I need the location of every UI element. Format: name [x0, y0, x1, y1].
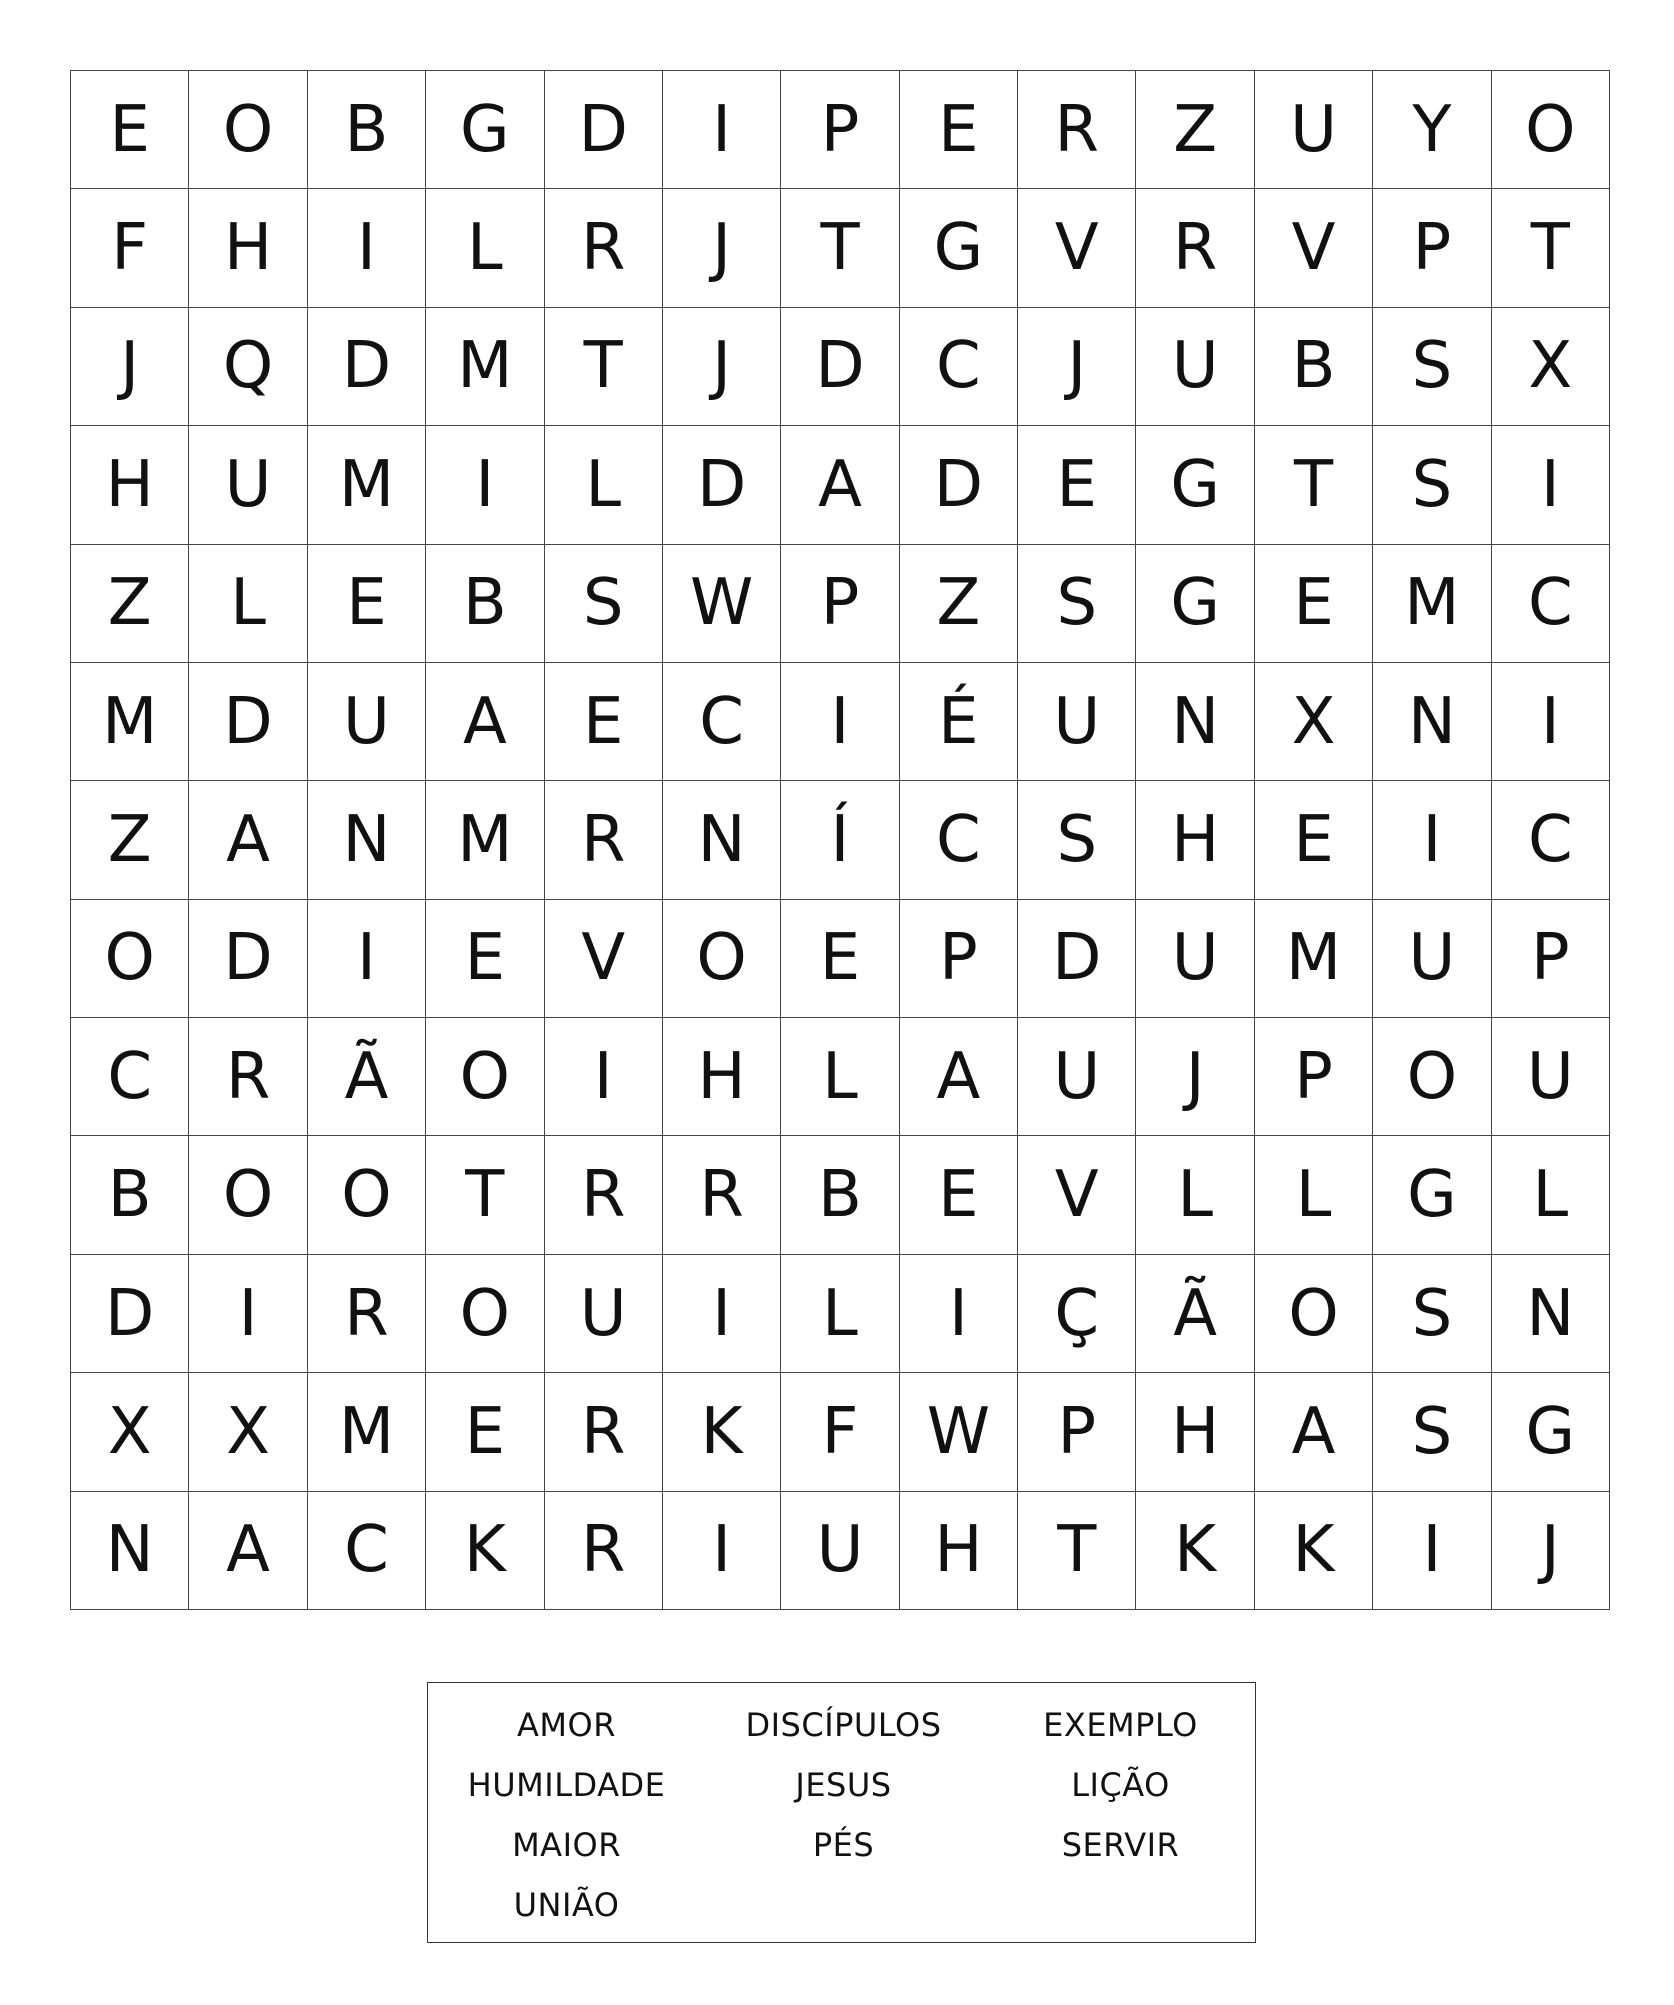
- grid-cell[interactable]: N: [71, 1492, 189, 1610]
- grid-cell[interactable]: P: [781, 71, 899, 189]
- grid-cell[interactable]: L: [1492, 1136, 1610, 1254]
- grid-cell[interactable]: O: [426, 1255, 544, 1373]
- word-list-item: EXEMPLO: [1043, 1706, 1198, 1744]
- grid-cell[interactable]: B: [308, 71, 426, 189]
- grid-cell[interactable]: W: [663, 545, 781, 663]
- grid-cell[interactable]: X: [1492, 308, 1610, 426]
- grid-cell[interactable]: U: [1373, 900, 1491, 1018]
- grid-cell[interactable]: E: [900, 71, 1018, 189]
- grid-cell[interactable]: N: [1492, 1255, 1610, 1373]
- grid-cell[interactable]: E: [1255, 781, 1373, 899]
- grid-cell[interactable]: G: [1136, 545, 1254, 663]
- word-list: [428, 1697, 1257, 1937]
- grid-cell[interactable]: P: [1018, 1373, 1136, 1491]
- grid-cell[interactable]: G: [1492, 1373, 1610, 1491]
- grid-cell[interactable]: D: [71, 1255, 189, 1373]
- grid-cell[interactable]: R: [545, 1492, 663, 1610]
- grid-cell[interactable]: K: [1255, 1492, 1373, 1610]
- grid-cell[interactable]: B: [71, 1136, 189, 1254]
- grid-cell[interactable]: K: [1136, 1492, 1254, 1610]
- grid-cell[interactable]: P: [900, 900, 1018, 1018]
- grid-cell[interactable]: Ã: [1136, 1255, 1254, 1373]
- grid-cell[interactable]: A: [189, 781, 307, 899]
- grid-cell[interactable]: E: [781, 900, 899, 1018]
- grid-cell[interactable]: A: [1255, 1373, 1373, 1491]
- grid-cell[interactable]: C: [1492, 781, 1610, 899]
- grid-cell[interactable]: I: [1492, 426, 1610, 544]
- word-list-item: UNIÃO: [513, 1886, 620, 1924]
- grid-cell[interactable]: R: [308, 1255, 426, 1373]
- grid-cell[interactable]: W: [900, 1373, 1018, 1491]
- grid-cell[interactable]: A: [426, 663, 544, 781]
- grid-cell[interactable]: E: [308, 545, 426, 663]
- grid-cell[interactable]: J: [663, 189, 781, 307]
- grid-cell[interactable]: H: [1136, 781, 1254, 899]
- grid-cell[interactable]: U: [308, 663, 426, 781]
- grid-cell[interactable]: M: [308, 1373, 426, 1491]
- grid-cell[interactable]: R: [545, 781, 663, 899]
- grid-cell[interactable]: M: [308, 426, 426, 544]
- grid-cell[interactable]: U: [545, 1255, 663, 1373]
- grid-cell[interactable]: E: [426, 900, 544, 1018]
- grid-cell[interactable]: O: [189, 1136, 307, 1254]
- grid-cell[interactable]: I: [426, 426, 544, 544]
- grid-cell[interactable]: R: [1018, 71, 1136, 189]
- grid-cell[interactable]: L: [781, 1255, 899, 1373]
- grid-cell[interactable]: N: [1136, 663, 1254, 781]
- grid-cell[interactable]: R: [1136, 189, 1254, 307]
- grid-cell[interactable]: T: [1492, 189, 1610, 307]
- grid-cell[interactable]: I: [663, 1255, 781, 1373]
- grid-cell[interactable]: D: [189, 663, 307, 781]
- grid-cell[interactable]: L: [545, 426, 663, 544]
- grid-cell[interactable]: S: [545, 545, 663, 663]
- grid-cell[interactable]: H: [71, 426, 189, 544]
- word-list-item: PÉS: [812, 1826, 875, 1864]
- grid-cell[interactable]: U: [1255, 71, 1373, 189]
- grid-cell[interactable]: P: [781, 545, 899, 663]
- word-list-item: DISCÍPULOS: [745, 1706, 942, 1744]
- grid-cell[interactable]: S: [1373, 1255, 1491, 1373]
- grid-cell[interactable]: O: [308, 1136, 426, 1254]
- grid-cell[interactable]: A: [900, 1018, 1018, 1136]
- grid-cell[interactable]: V: [1018, 189, 1136, 307]
- grid-cell[interactable]: V: [1255, 189, 1373, 307]
- grid-cell[interactable]: C: [663, 663, 781, 781]
- grid-cell[interactable]: E: [71, 71, 189, 189]
- grid-cell[interactable]: P: [1373, 189, 1491, 307]
- grid-cell[interactable]: Ã: [308, 1018, 426, 1136]
- grid-cell[interactable]: U: [1136, 308, 1254, 426]
- grid-cell[interactable]: U: [781, 1492, 899, 1610]
- grid-cell[interactable]: P: [1492, 900, 1610, 1018]
- grid-cell[interactable]: S: [1373, 426, 1491, 544]
- word-list-item: LIÇÃO: [1071, 1766, 1170, 1804]
- grid-cell[interactable]: R: [663, 1136, 781, 1254]
- grid-cell[interactable]: C: [1492, 545, 1610, 663]
- grid-cell[interactable]: O: [1373, 1018, 1491, 1136]
- grid-cell[interactable]: I: [1492, 663, 1610, 781]
- grid-cell[interactable]: U: [1018, 663, 1136, 781]
- grid-cell[interactable]: E: [545, 663, 663, 781]
- grid-cell[interactable]: A: [189, 1492, 307, 1610]
- grid-cell[interactable]: L: [426, 189, 544, 307]
- grid-cell[interactable]: H: [663, 1018, 781, 1136]
- grid-cell[interactable]: Z: [900, 545, 1018, 663]
- grid-cell[interactable]: V: [545, 900, 663, 1018]
- grid-cell[interactable]: U: [1018, 1018, 1136, 1136]
- grid-cell[interactable]: G: [900, 189, 1018, 307]
- grid-cell[interactable]: V: [1018, 1136, 1136, 1254]
- grid-cell[interactable]: G: [1373, 1136, 1491, 1254]
- grid-cell[interactable]: Z: [1136, 71, 1254, 189]
- grid-cell[interactable]: J: [1018, 308, 1136, 426]
- grid-cell[interactable]: É: [900, 663, 1018, 781]
- grid-cell[interactable]: L: [781, 1018, 899, 1136]
- grid-cell[interactable]: H: [900, 1492, 1018, 1610]
- grid-cell[interactable]: C: [900, 308, 1018, 426]
- word-list-box: [427, 1682, 1256, 1943]
- grid-cell[interactable]: S: [1373, 1373, 1491, 1491]
- grid-cell[interactable]: R: [545, 189, 663, 307]
- grid-cell[interactable]: E: [1255, 545, 1373, 663]
- grid-cell[interactable]: B: [426, 545, 544, 663]
- grid-cell[interactable]: J: [71, 308, 189, 426]
- grid-cell[interactable]: Z: [71, 545, 189, 663]
- grid-cell[interactable]: Y: [1373, 71, 1491, 189]
- grid-cell[interactable]: D: [308, 308, 426, 426]
- grid-cell[interactable]: H: [189, 189, 307, 307]
- grid-cell[interactable]: I: [308, 900, 426, 1018]
- grid-cell[interactable]: O: [1492, 71, 1610, 189]
- grid-cell[interactable]: F: [71, 189, 189, 307]
- grid-cell[interactable]: U: [1136, 900, 1254, 1018]
- grid-cell[interactable]: L: [189, 545, 307, 663]
- grid-cell[interactable]: M: [71, 663, 189, 781]
- grid-cell[interactable]: G: [1136, 426, 1254, 544]
- grid-cell[interactable]: D: [1018, 900, 1136, 1018]
- grid-cell[interactable]: N: [1373, 663, 1491, 781]
- grid-cell[interactable]: D: [781, 308, 899, 426]
- grid-cell[interactable]: T: [426, 1136, 544, 1254]
- grid-cell[interactable]: I: [189, 1255, 307, 1373]
- grid-cell[interactable]: M: [426, 308, 544, 426]
- grid-cell[interactable]: Z: [71, 781, 189, 899]
- grid-cell[interactable]: O: [71, 900, 189, 1018]
- grid-cell[interactable]: X: [1255, 663, 1373, 781]
- grid-cell[interactable]: N: [663, 781, 781, 899]
- grid-cell[interactable]: T: [781, 189, 899, 307]
- grid-cell[interactable]: O: [189, 71, 307, 189]
- grid-cell[interactable]: I: [545, 1018, 663, 1136]
- grid-cell[interactable]: J: [663, 308, 781, 426]
- grid-cell[interactable]: D: [189, 900, 307, 1018]
- grid-cell[interactable]: O: [1255, 1255, 1373, 1373]
- grid-cell[interactable]: L: [1255, 1136, 1373, 1254]
- letter-grid: [70, 70, 1610, 1610]
- grid-cell[interactable]: X: [189, 1373, 307, 1491]
- grid-cell[interactable]: E: [900, 1136, 1018, 1254]
- grid-cell[interactable]: I: [663, 1492, 781, 1610]
- grid-cell[interactable]: M: [1255, 900, 1373, 1018]
- grid-cell[interactable]: X: [71, 1373, 189, 1491]
- grid-cell[interactable]: S: [1018, 781, 1136, 899]
- word-list-item: MAIOR: [512, 1826, 621, 1864]
- grid-cell[interactable]: L: [1136, 1136, 1254, 1254]
- word-list-item: SERVIR: [1061, 1826, 1180, 1864]
- grid-cell[interactable]: D: [663, 426, 781, 544]
- grid-cell[interactable]: B: [781, 1136, 899, 1254]
- grid-cell[interactable]: G: [426, 71, 544, 189]
- grid-cell[interactable]: Í: [781, 781, 899, 899]
- grid-cell[interactable]: O: [426, 1018, 544, 1136]
- grid-cell[interactable]: E: [426, 1373, 544, 1491]
- grid-cell[interactable]: S: [1018, 545, 1136, 663]
- grid-cell[interactable]: C: [308, 1492, 426, 1610]
- grid-cell[interactable]: Q: [189, 308, 307, 426]
- grid-cell[interactable]: I: [663, 71, 781, 189]
- word-list-item: AMOR: [517, 1706, 616, 1744]
- grid-cell[interactable]: C: [900, 781, 1018, 899]
- grid-cell[interactable]: I: [781, 663, 899, 781]
- grid-cell[interactable]: N: [308, 781, 426, 899]
- grid-cell[interactable]: H: [1136, 1373, 1254, 1491]
- grid-cell[interactable]: Ç: [1018, 1255, 1136, 1373]
- word-list-item: JESUS: [795, 1766, 892, 1804]
- grid-cell[interactable]: R: [189, 1018, 307, 1136]
- grid-cell[interactable]: A: [781, 426, 899, 544]
- grid-cell[interactable]: F: [781, 1373, 899, 1491]
- grid-cell[interactable]: U: [1492, 1018, 1610, 1136]
- grid-cell[interactable]: D: [545, 71, 663, 189]
- grid-cell[interactable]: I: [1373, 1492, 1491, 1610]
- grid-cell[interactable]: I: [1373, 781, 1491, 899]
- grid-cell[interactable]: S: [1373, 308, 1491, 426]
- grid-cell[interactable]: R: [545, 1136, 663, 1254]
- grid-cell[interactable]: I: [308, 189, 426, 307]
- grid-cell[interactable]: D: [900, 426, 1018, 544]
- grid-cell[interactable]: T: [545, 308, 663, 426]
- grid-cell[interactable]: T: [1018, 1492, 1136, 1610]
- grid-cell[interactable]: M: [426, 781, 544, 899]
- grid-cell[interactable]: U: [189, 426, 307, 544]
- grid-cell[interactable]: P: [1255, 1018, 1373, 1136]
- grid-cell[interactable]: I: [900, 1255, 1018, 1373]
- grid-cell[interactable]: K: [663, 1373, 781, 1491]
- word-list-item: HUMILDADE: [467, 1766, 666, 1804]
- grid-cell[interactable]: B: [1255, 308, 1373, 426]
- grid-cell[interactable]: J: [1136, 1018, 1254, 1136]
- grid-cell[interactable]: C: [71, 1018, 189, 1136]
- grid-cell[interactable]: M: [1373, 545, 1491, 663]
- grid-cell[interactable]: R: [545, 1373, 663, 1491]
- grid-cell[interactable]: T: [1255, 426, 1373, 544]
- grid-cell[interactable]: J: [1492, 1492, 1610, 1610]
- grid-cell[interactable]: O: [663, 900, 781, 1018]
- grid-cell[interactable]: K: [426, 1492, 544, 1610]
- grid-cell[interactable]: E: [1018, 426, 1136, 544]
